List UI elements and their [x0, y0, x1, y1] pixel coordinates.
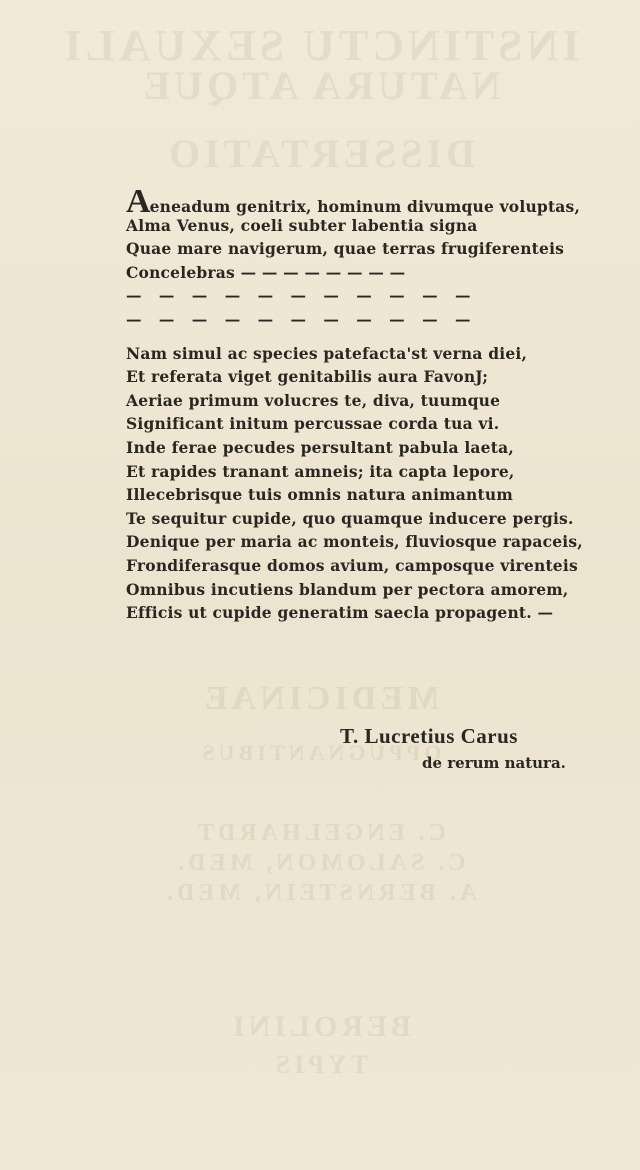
- show-through-text: C. ENGELHARDT: [193, 820, 447, 846]
- poem-line: Aeriae primum volucres te, diva, tuumque: [126, 390, 501, 410]
- poem-line-1: [126, 183, 606, 220]
- poem-line: Concelebras — — — — — — — —: [126, 262, 406, 282]
- show-through-text: TYPIS: [271, 1050, 369, 1079]
- show-through-text: DISSERTATIO: [164, 131, 476, 176]
- poem-line: Illecebrisque tuis omnis natura animantum: [126, 485, 513, 505]
- poem-line: Quae mare navigerum, quae terras frugiferenteis: [126, 239, 565, 259]
- poem-line: Nam simul ac species patefacta'st verna diei,: [126, 343, 528, 363]
- show-through-text: MEDICINAE: [200, 680, 440, 717]
- show-through-text: NATURA ATQUE: [139, 63, 501, 108]
- poem-line: Et rapides tranant amneis; ita capta lepore,: [126, 461, 515, 481]
- work-title: de rerum natura.: [422, 754, 566, 772]
- ellipsis-dash-line: — — — — — — — — — — —: [126, 286, 477, 306]
- stanza-gap: [126, 332, 606, 342]
- ellipsis-dash-line: — — — — — — — — — — —: [126, 309, 477, 329]
- drop-cap: A: [126, 183, 150, 220]
- poem-line: Inde ferae pecudes persultant pabula laeta,: [126, 437, 514, 457]
- poem-line-text: eneadum genitrix, hominum divumque voluptas,: [149, 197, 581, 216]
- poem-line: Denique per maria ac monteis, fluviosque rapaceis,: [126, 532, 583, 552]
- poem-line: Et referata viget genitabilis aura FavonJ;: [126, 367, 489, 387]
- show-through-text: OPPUGNANTIBUS: [198, 740, 442, 765]
- show-through-text: BEROLINI: [228, 1010, 412, 1043]
- show-through-text: C. SALOMON, MED.: [174, 850, 466, 876]
- poem-line: Te sequitur cupide, quo quamque inducere pergis.: [126, 508, 574, 528]
- poem-excerpt: [126, 183, 606, 625]
- poem-line: Significant initum percussae corda tua vi.: [126, 414, 500, 434]
- poem-line: Alma Venus, coeli subter labentia signa: [126, 215, 478, 235]
- show-through-text: INSTINCTU SEXUALI: [60, 21, 580, 70]
- poem-line: Omnibus incutiens blandum per pectora amorem,: [126, 579, 569, 599]
- poem-line: Frondiferasque domos avium, camposque virenteis: [126, 555, 578, 575]
- poem-line: Efficis ut cupide generatim saecla propagent. —: [126, 603, 554, 623]
- author-name: T. Lucretius Carus: [340, 724, 518, 748]
- show-through-text: A. BERNSTEIN, MED.: [162, 880, 478, 906]
- attribution: [340, 722, 620, 776]
